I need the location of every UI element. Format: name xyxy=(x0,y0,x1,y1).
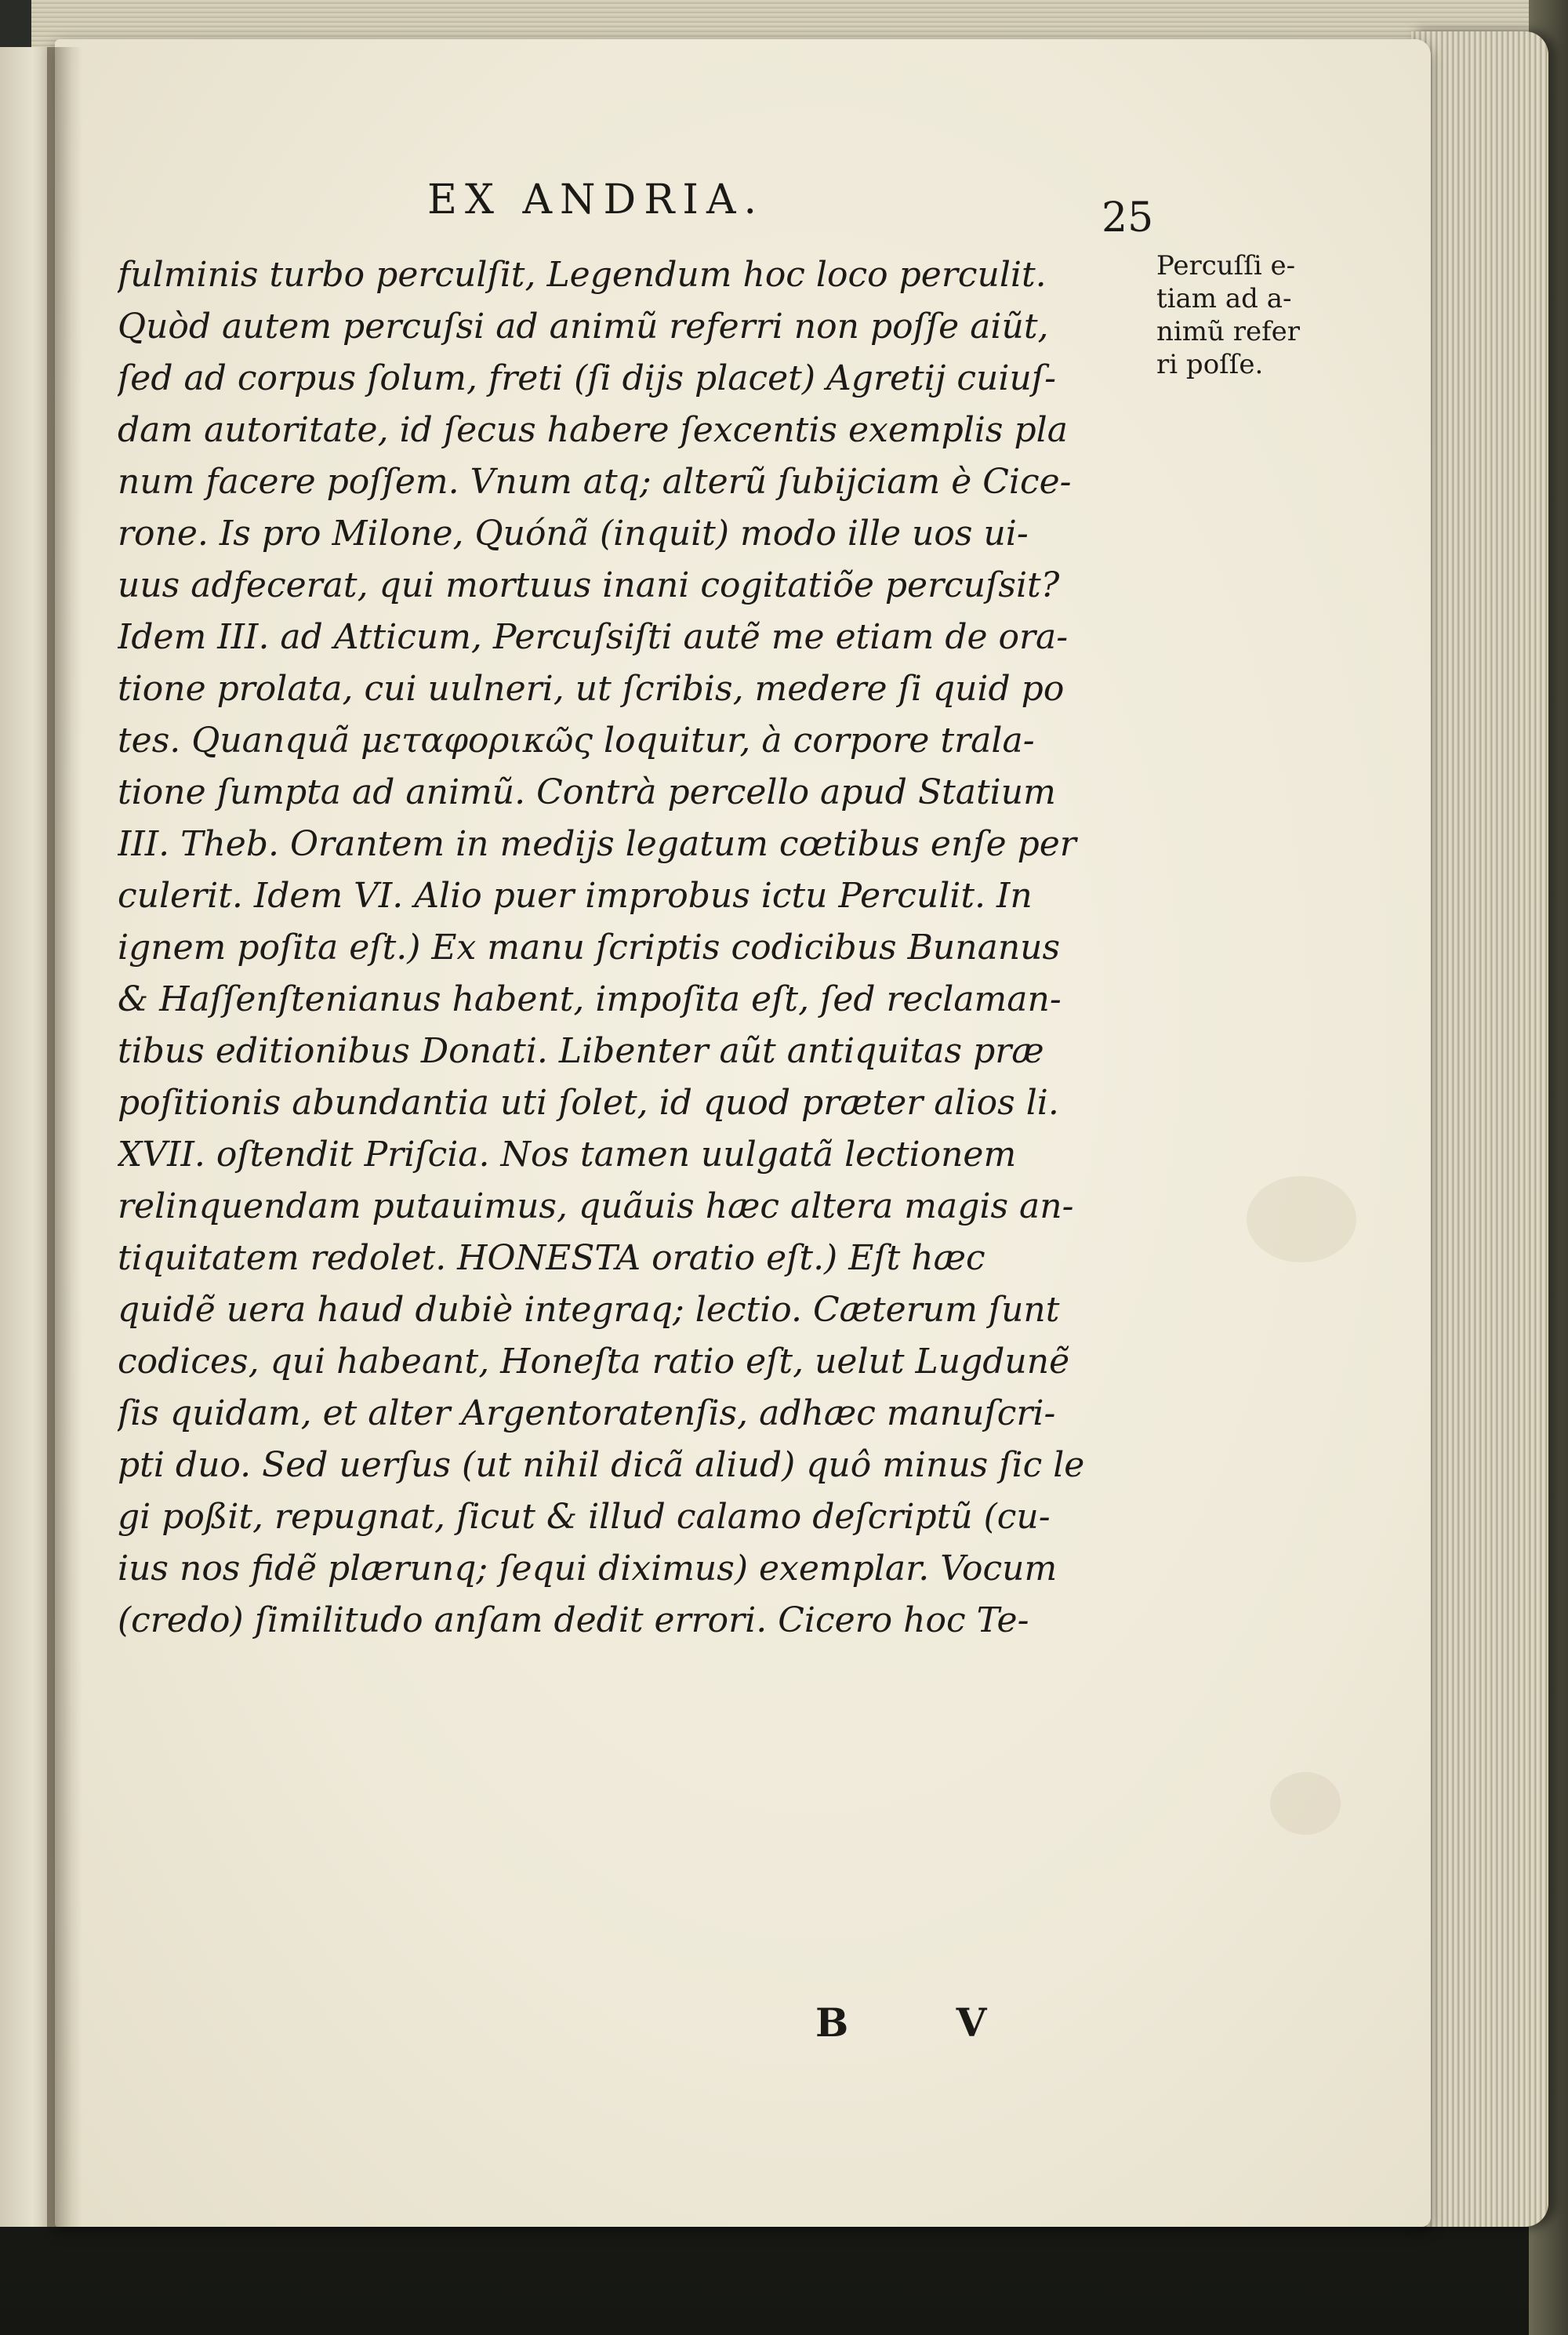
text-line: III. Theb. Orantem in medijs legatum cœtibus enſe per xyxy=(118,824,1076,864)
text-line: tibus editionibus Donati. Libenter aũt antiquitas præ xyxy=(118,1031,1044,1071)
text-line: tiquitatem redolet. HONESTA oratio eſt.) Eſt hæc xyxy=(118,1238,985,1278)
running-head: EX ANDRIA. xyxy=(427,176,765,223)
foxing-stain xyxy=(1270,1772,1341,1835)
text-line: tione prolata, cui uulneri, ut ſcribis, medere ſi quid po xyxy=(118,669,1065,709)
marginal-note-line: nimũ refer xyxy=(1156,316,1301,347)
text-line: Idem III. ad Atticum, Percuſsiſti autẽ me etiam de ora- xyxy=(118,617,1069,657)
fore-edge-pages xyxy=(1411,31,1548,2227)
text-line: tes. Quanquã μεταφορικῶς loquitur, à corpore trala- xyxy=(118,721,1035,761)
text-line: (credo) ſimilitudo anſam dedit errori. Cicero hoc Te- xyxy=(118,1600,1029,1640)
text-line: relinquendam putauimus, quãuis hæc altera magis an- xyxy=(118,1186,1074,1226)
text-line: pti duo. Sed uerſus (ut nihil dicã aliud) quô minus ſic le xyxy=(118,1445,1085,1485)
text-line: ſed ad corpus ſolum, freti (ſi dijs placet) Agretij cuiuſ- xyxy=(118,358,1056,398)
page-number: 25 xyxy=(1102,194,1154,241)
text-line: codices, qui habeant, Honeſta ratio eſt, uelut Lugdunẽ xyxy=(118,1342,1070,1382)
text-line: uus adfecerat, qui mortuus inani cogitatiõe percuſsit? xyxy=(118,565,1060,605)
text-line: poſitionis abundantia uti ſolet, id quod præter alios li. xyxy=(118,1083,1059,1123)
binding-gutter xyxy=(47,47,82,2227)
text-line: ius nos fidẽ plærunq; ſequi diximus) exemplar. Vocum xyxy=(118,1549,1058,1589)
signature-mark: B V xyxy=(815,1999,1034,2046)
text-line: num facere poſſem. Vnum atq; alterũ ſubijciam è Cice- xyxy=(118,462,1072,502)
marginal-note-line: Percuſſi e- xyxy=(1156,250,1296,281)
text-line: dam autoritate, id ſecus habere ſexcentis exemplis pla xyxy=(118,410,1068,450)
text-line: ſis quidam, et alter Argentoratenſis, adhæc manuſcri- xyxy=(118,1393,1056,1433)
marginal-note xyxy=(1156,249,1392,381)
text-line: tione ſumpta ad animũ. Contrà percello apud Statium xyxy=(118,772,1056,812)
text-line: Quòd autem percuſsi ad animũ referri non poſſe aiũt, xyxy=(118,307,1049,347)
text-line: culerit. Idem VI. Alio puer improbus ictu Perculit. In xyxy=(118,876,1033,916)
text-line: fulminis turbo perculſit, Legendum hoc loco perculit. xyxy=(118,255,1047,295)
text-line: ignem poſita eſt.) Ex manu ſcriptis codicibus Bunanus xyxy=(118,928,1061,968)
text-line: XVII. oſtendit Priſcia. Nos tamen uulgatã lectionem xyxy=(118,1135,1017,1175)
text-line: gi poßit, repugnat, ſicut & illud calamo deſcriptũ (cu- xyxy=(118,1497,1051,1537)
text-line: rone. Is pro Milone, Quónã (inquit) modo ille uos ui- xyxy=(118,514,1029,554)
foxing-stain xyxy=(1247,1176,1356,1262)
marginal-note-line: tiam ad a- xyxy=(1156,283,1292,314)
marginal-note-line: ri poſſe. xyxy=(1156,349,1264,380)
text-line: quidẽ uera haud dubiè integraq; lectio. Cæterum ſunt xyxy=(118,1290,1060,1330)
text-line: & Haſſenſtenianus habent, impoſita eſt, ſed reclaman- xyxy=(118,979,1062,1019)
body-text xyxy=(118,249,1168,1647)
